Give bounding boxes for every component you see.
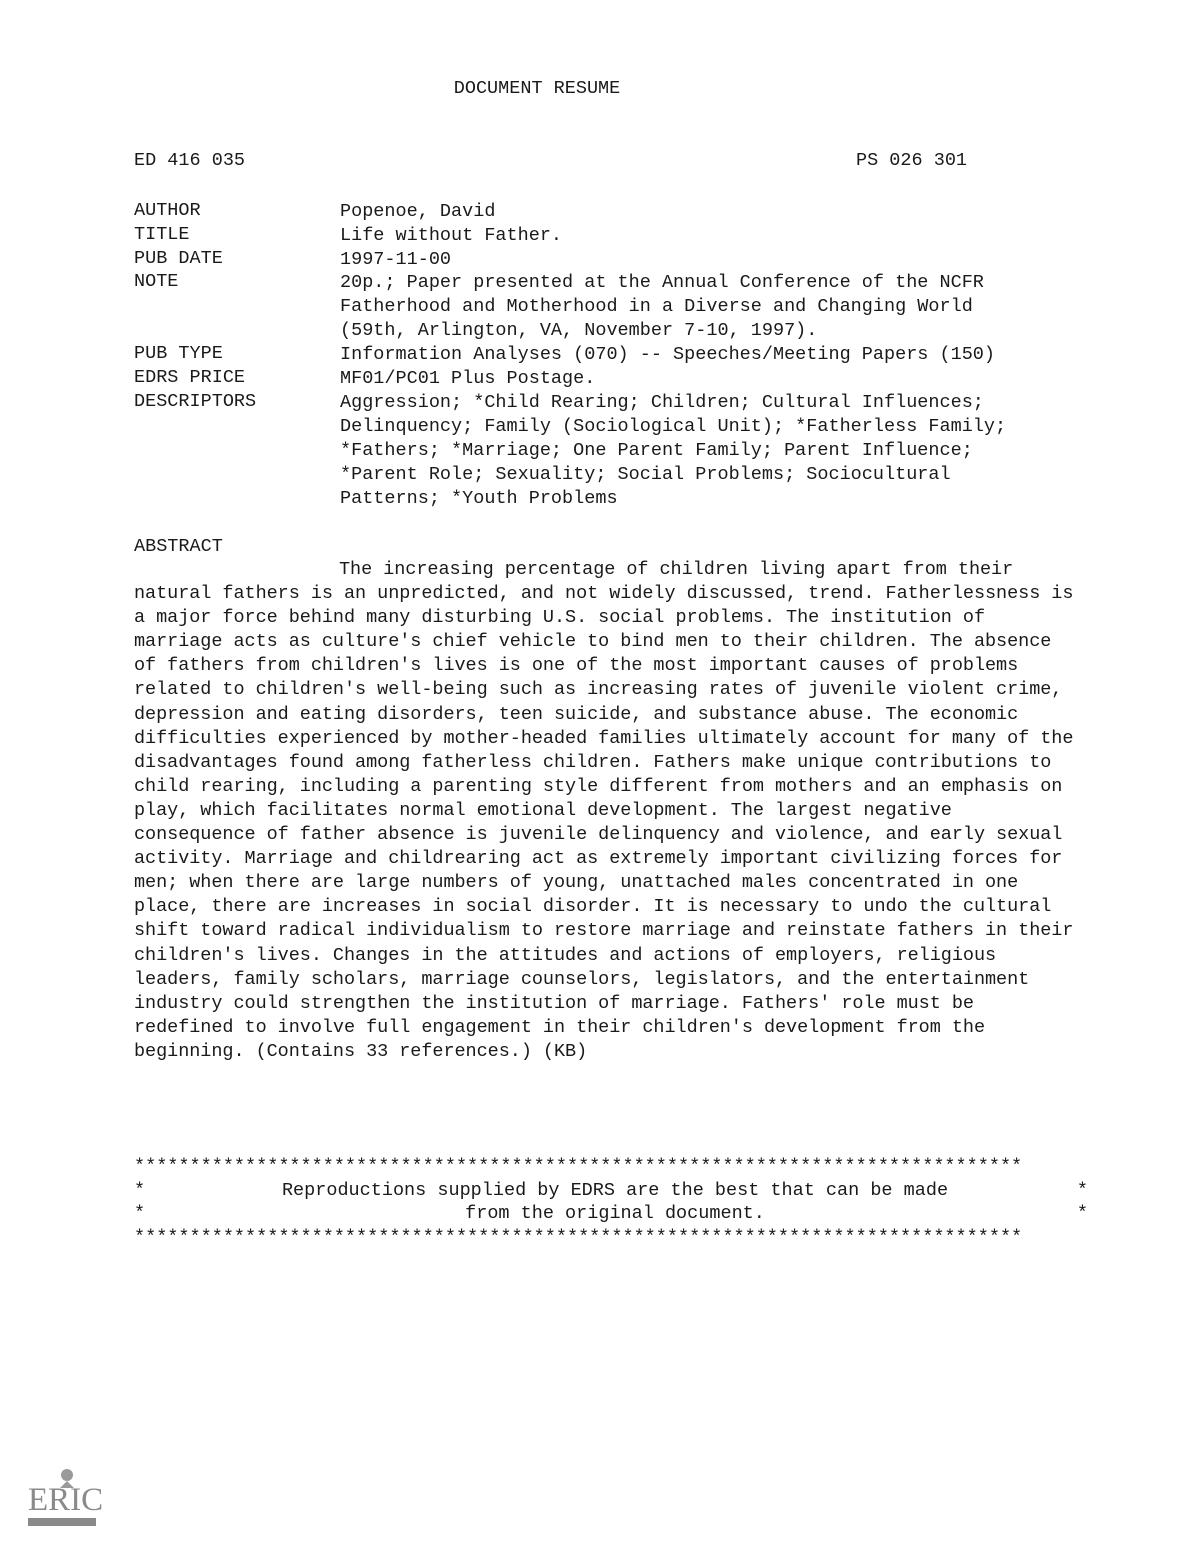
field-label: DESCRIPTORS — [134, 391, 257, 412]
notice-border-bottom: ******************************************************************************** — [134, 1227, 1023, 1248]
field-value: Information Analyses (070) -- Speeches/Meeting Papers (150) — [340, 344, 996, 365]
document-title: DOCUMENT RESUME — [453, 78, 621, 99]
notice-text-1: Reproductions supplied by EDRS are the best that can be made — [281, 1180, 949, 1201]
field-label: TITLE — [134, 224, 190, 245]
notice-edge: * — [134, 1203, 146, 1224]
notice-edge: * — [1076, 1203, 1088, 1224]
field-label: EDRS PRICE — [134, 367, 246, 388]
field-label: NOTE — [134, 271, 179, 292]
notice-border-top: ******************************************************************************** — [134, 1156, 1023, 1177]
field-label: PUB TYPE — [134, 343, 223, 364]
abstract-label: ABSTRACT — [134, 536, 223, 557]
field-value: 1997-11-00 — [340, 249, 452, 270]
field-label: PUB DATE — [134, 248, 223, 269]
eric-logo-text: ERIC — [28, 1482, 104, 1518]
field-value: MF01/PC01 Plus Postage. — [340, 368, 596, 389]
notice-text-2: from the original document. — [465, 1203, 765, 1224]
eric-logo-icon — [26, 1466, 104, 1532]
field-value: Aggression; *Child Rearing; Children; Cultural Influences; Delinquency; Family (Sociological Unit); *Fatherless Family; *Fathers; *Marriage; One Parent Family; Parent Influence; *Parent Role; Sexuality; Social Problems; Sociocultural Patterns; *Youth Problems — [340, 392, 1007, 509]
field-label: AUTHOR — [134, 200, 201, 221]
ps-number: PS 026 301 — [856, 150, 968, 171]
field-value: Popenoe, David — [340, 201, 496, 222]
field-value: Life without Father. — [340, 225, 563, 246]
ed-number: ED 416 035 — [134, 150, 246, 171]
field-value: 20p.; Paper presented at the Annual Conference of the NCFR Fatherhood and Motherhood in a Diverse and Changing World (59th, Arlington, VA, November 7-10, 1997). — [340, 272, 984, 341]
notice-edge: * — [1076, 1180, 1088, 1201]
notice-edge: * — [134, 1180, 146, 1201]
abstract-text: The increasing percentage of children living apart from their natural fathers is an unpredicted, and not widely discussed, trend. Fatherlessness is a major force behind many disturbing U.S. social problems. The institution of marriage acts as culture's chief vehicle to bind men to their children. The absence of fathers from children's lives is one of the most important causes of problems related to children's well-being such as increasing rates of juvenile violent crime, depression and eating disorders, teen suicide, and substance abuse. The economic difficulties experienced by mother-headed families ultimately account for many of the disadvantages found among fatherless children. Fathers make unique contributions to child rearing, including a parenting style different from mothers and an emphasis on play, which facilitates normal emotional development. The largest negative consequence of father absence is juvenile delinquency and violence, and early sexual activity. Marriage and childrearing act as extremely important civilizing forces for men; when there are large numbers of young, unattached males concentrated in one place, there are increases in social disorder. It is necessary to undo the cultural shift toward radical individualism to restore marriage and reinstate fathers in their children's lives. Changes in the attitudes and actions of employers, religious leaders, family scholars, marriage counselors, legislators, and the entertainment industry could strengthen the institution of marriage. Fathers' role must be redefined to involve full engagement in their children's development from the beginning. (Contains 33 references.) (KB) — [134, 559, 1074, 1062]
